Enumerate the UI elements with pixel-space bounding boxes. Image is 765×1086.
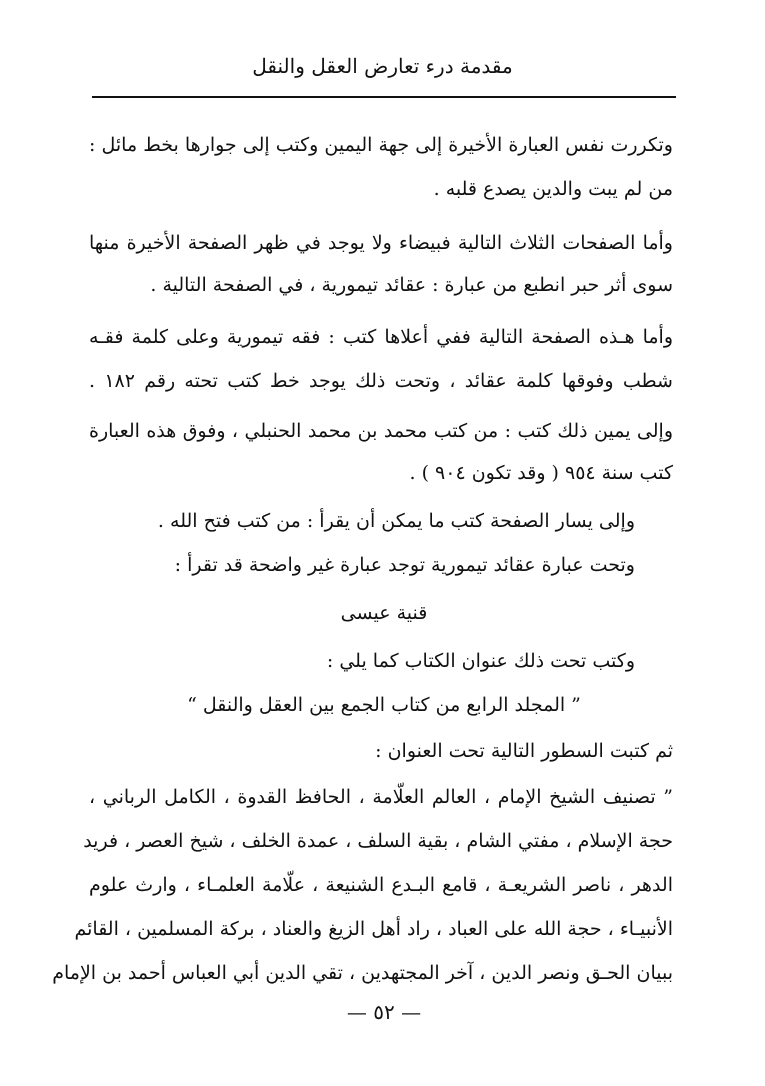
text-line: كتب سنة ٩٥٤ ( وقد تكون ٩٠٤ ) . bbox=[409, 462, 673, 484]
text-line: ” المجلد الرابع من كتاب الجمع بين العقل والنقل “ bbox=[187, 694, 581, 716]
text-line: شطب وفوقها كلمة عقائد ، وتحت ذلك يوجد خط كتب تحته رقم ١٨٢ . bbox=[89, 370, 673, 392]
header-rule bbox=[92, 96, 676, 98]
text-line: الأنبيـاء ، حجة الله على العباد ، راد أهل الزيغ والعناد ، بركة المسلمين ، القائم bbox=[74, 918, 673, 940]
text-line: ” تصنيف الشيخ الإمام ، العالم العلّامة ، الحافظ القدوة ، الكامل الرباني ، bbox=[89, 786, 673, 808]
text-line: سوى أثر حبر انطبع من عبارة : عقائد تيمورية ، في الصفحة التالية . bbox=[150, 274, 673, 296]
text-line: وتكررت نفس العبارة الأخيرة إلى جهة اليمين وكتب إلى جوارها بخط مائل : bbox=[89, 134, 673, 156]
text-line: وأما هـذه الصفحة التالية ففي أعلاها كتب : فقه تيمورية وعلى كلمة فقـه bbox=[89, 326, 673, 348]
text-line: حجة الإسلام ، مفتي الشام ، بقية السلف ، عمدة الخلف ، شيخ العصر ، فريد bbox=[83, 830, 673, 852]
text-line: ببيان الحـق ونصر الدين ، آخر المجتهدين ، تقي الدين أبي العباس أحمد بن الإمام bbox=[52, 962, 673, 984]
text-line: وإلى يمين ذلك كتب : من كتب محمد بن محمد الحنبلي ، وفوق هذه العبارة bbox=[89, 420, 673, 442]
text-line: وكتب تحت ذلك عنوان الكتاب كما يلي : bbox=[326, 650, 635, 672]
text-line: وأما الصفحات الثلاث التالية فبيضاء ولا يوجد في ظهر الصفحة الأخيرة منها bbox=[89, 232, 673, 254]
text-line: وإلى يسار الصفحة كتب ما يمكن أن يقرأ : من كتب فتح الله . bbox=[157, 510, 635, 532]
running-header: مقدمة درء تعارض العقل والنقل bbox=[252, 54, 513, 78]
text-line: الدهر ، ناصر الشريعـة ، قامع البـدع الشنيعة ، علّامة العلمـاء ، وارث علوم bbox=[89, 874, 673, 896]
page-number: — ٥٢ — bbox=[346, 1000, 422, 1024]
text-line: وتحت عبارة عقائد تيمورية توجد عبارة غير واضحة قد تقرأ : bbox=[174, 554, 635, 576]
text-line: من لم يبت والدين يصدع قلبه . bbox=[433, 178, 673, 200]
text-line: ثم كتبت السطور التالية تحت العنوان : bbox=[375, 740, 673, 762]
text-line: قنية عيسى bbox=[340, 602, 428, 624]
